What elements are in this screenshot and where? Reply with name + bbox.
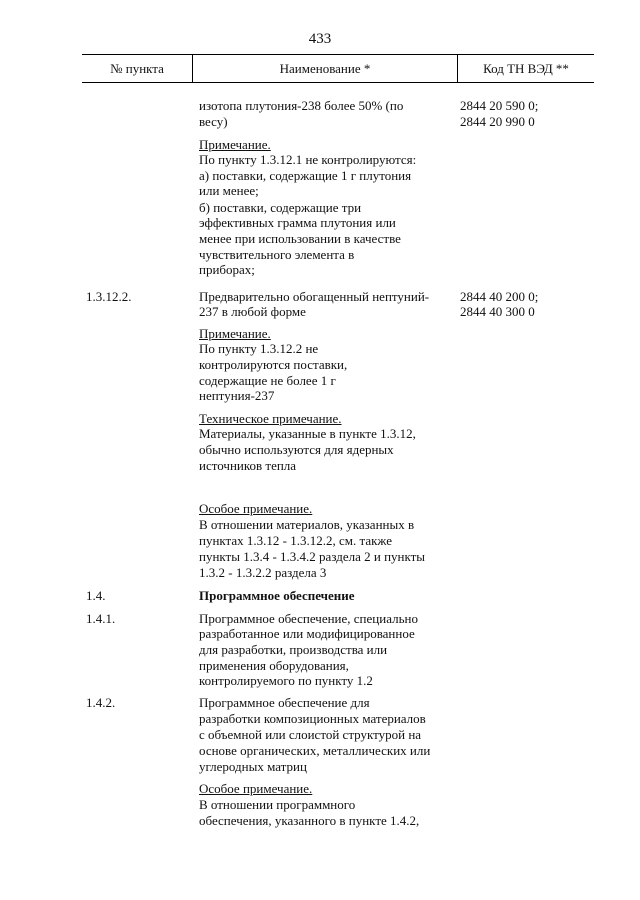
block1-code-1: 2844 20 590 0; [460, 98, 539, 113]
page-number: 433 [308, 31, 332, 47]
block1-line-2: весу) [199, 114, 228, 129]
item-1-3-12-2-code-1: 2844 40 200 0; [460, 289, 539, 304]
note2-heading: Примечание. [199, 326, 271, 341]
item-1-4-2-line-2: разработки композиционных материалов [199, 711, 426, 726]
header-col-number: № пункта [82, 55, 193, 82]
item-1-4-2-number: 1.4.2. [86, 695, 116, 710]
table-header [82, 54, 594, 83]
item-1-4-2-line-3: с объемной или слоистой структурой на [199, 727, 422, 742]
item-1-3-12-2-line-1: Предварительно обогащенный нептуний- [199, 289, 430, 304]
note2-line-2: контролируются поставки, [199, 357, 348, 372]
item-1-4-title: Программное обеспечение [199, 588, 355, 603]
special-note2-line-2: обеспечения, указанного в пункте 1.4.2, [199, 813, 420, 828]
note1-line-3: или менее; [199, 183, 259, 198]
special-note1-line-1: В отношении материалов, указанных в [199, 517, 415, 532]
item-1-3-12-2-line-2: 237 в любой форме [199, 304, 306, 319]
special-note1-line-2: пунктах 1.3.12 - 1.3.12.2, см. также [199, 533, 393, 548]
item-1-4-1-number: 1.4.1. [86, 611, 116, 626]
header-col-code: Код ТН ВЭД ** [483, 61, 569, 76]
note1-line-7: чувствительного элемента в [199, 247, 355, 262]
note2-line-1: По пункту 1.3.12.2 не [199, 341, 319, 356]
item-1-4-2-line-4: основе органических, металлических или [199, 743, 431, 758]
note1-line-2: а) поставки, содержащие 1 г плутония [199, 168, 412, 183]
note1-line-1: По пункту 1.3.12.1 не контролируются: [199, 152, 417, 167]
item-1-4-number: 1.4. [86, 588, 106, 603]
item-1-4-2-line-1: Программное обеспечение для [199, 695, 370, 710]
special-note1-heading: Особое примечание. [199, 501, 313, 516]
item-1-4-1-line-5: контролируемого по пункту 1.2 [199, 673, 373, 688]
item-1-4-2-line-5: углеродных матриц [199, 759, 307, 774]
special-note2-line-1: В отношении программного [199, 797, 356, 812]
note1-line-8: приборах; [199, 262, 255, 277]
tech-note-heading: Техническое примечание. [199, 411, 342, 426]
note1-line-6: менее при использовании в качестве [199, 231, 401, 246]
note1-line-5: эффективных грамма плутония или [199, 215, 396, 230]
item-1-4-1-line-3: для разработки, производства или [199, 642, 388, 657]
item-1-3-12-2-code-2: 2844 40 300 0 [460, 304, 535, 319]
item-1-4-1-line-2: разработанное или модифицированное [199, 626, 415, 641]
tech-note-line-2: обычно используются для ядерных [199, 442, 394, 457]
item-1-4-1-line-4: применения оборудования, [199, 658, 349, 673]
tech-note-line-3: источников тепла [199, 458, 297, 473]
header-col-name: Наименование * [193, 55, 458, 82]
block1-code-2: 2844 20 990 0 [460, 114, 535, 129]
special-note2-heading: Особое примечание. [199, 781, 313, 796]
item-1-4-1-line-1: Программное обеспечение, специально [199, 611, 418, 626]
special-note1-line-3: пункты 1.3.4 - 1.3.4.2 раздела 2 и пункты [199, 549, 426, 564]
note2-line-3: содержащие не более 1 г [199, 373, 336, 388]
block1-line-1: изотопа плутония-238 более 50% (по [199, 98, 404, 113]
note1-line-4: б) поставки, содержащие три [199, 200, 362, 215]
tech-note-line-1: Материалы, указанные в пункте 1.3.12, [199, 426, 416, 441]
special-note1-line-4: 1.3.2 - 1.3.2.2 раздела 3 [199, 565, 327, 580]
item-1-3-12-2-number: 1.3.12.2. [86, 289, 132, 304]
note2-line-4: нептуния-237 [199, 388, 275, 403]
note1-heading: Примечание. [199, 137, 271, 152]
